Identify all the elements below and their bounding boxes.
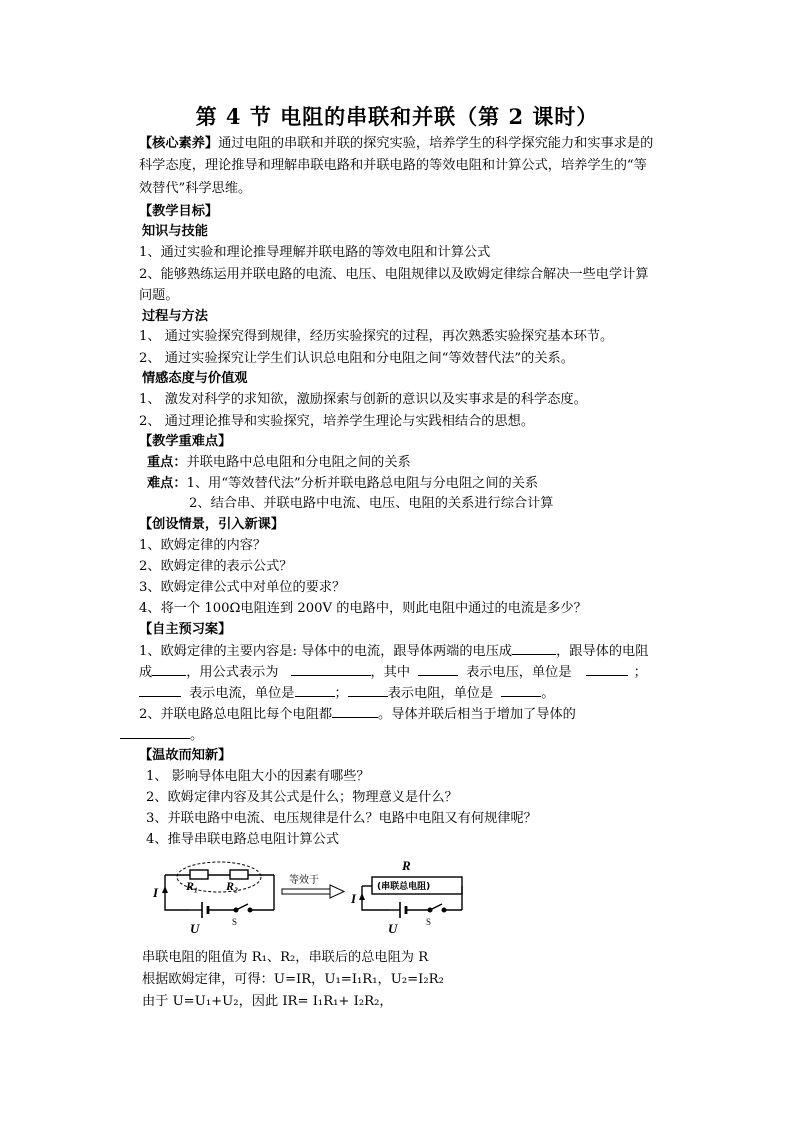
preview-text-3b: ； <box>334 686 348 701</box>
r2-label: R₂ <box>226 879 239 893</box>
core-label: 【核心素养】 <box>139 136 219 151</box>
answer-blank[interactable] <box>418 662 458 676</box>
preview-line-4 <box>139 704 576 725</box>
review-q1: 1、 影响导体电阻大小的因素有哪些？ <box>146 769 370 784</box>
review-q2: 2、欧姆定律内容及其公式是什么；物理意义是什么？ <box>146 790 458 805</box>
equivalent-arrow <box>282 873 344 898</box>
intro-q1: 1、欧姆定律的内容？ <box>139 538 267 553</box>
preview-text-2a: 成 <box>139 665 153 680</box>
process-item-2: 2、 通过实验探究让学生们认识总电阻和分电阻之间“等效替代法”的关系。 <box>139 351 574 366</box>
answer-blank[interactable] <box>348 683 388 697</box>
answer-blank[interactable] <box>512 641 556 655</box>
switch-label-left: S <box>232 917 238 927</box>
preview-text-1: 1、欧姆定律的主要内容是: 导体中的电流，跟导体两端的电压成 <box>139 644 513 659</box>
answer-blank[interactable] <box>295 683 335 697</box>
preview-text-3d: 。 <box>541 686 555 701</box>
switch-label-right: S <box>426 917 432 927</box>
goals-heading: 【教学目标】 <box>139 204 219 219</box>
preview-text-3a: 表示电流，单位是 <box>189 686 295 701</box>
preview-line-3 <box>139 683 554 704</box>
current-label-left: I <box>153 885 159 900</box>
answer-blank[interactable] <box>152 662 186 676</box>
derivation-line-1: 串联电阻的阻值为 R₁、R₂，串联后的总电阻为 R <box>142 950 429 965</box>
intro-q3: 3、欧姆定律公式中对单位的要求？ <box>139 580 346 595</box>
preview-text-5: 。 <box>190 728 204 743</box>
total-resistance-box-label: (串联总电阻) <box>377 882 431 892</box>
preview-text-4b: 。导体并联后相当于增加了导体的 <box>378 707 576 722</box>
attitude-heading: 情感态度与价值观 <box>142 371 248 386</box>
preview-line-2 <box>139 662 647 683</box>
answer-blank[interactable] <box>139 683 181 697</box>
preview-text-2d: 表示电压，单位是 <box>466 665 572 680</box>
difficulty-line-2: 2、结合串、并联电路中电流、电压、电阻的关系进行综合计算 <box>189 496 554 511</box>
difficulty-line-1 <box>147 474 538 494</box>
answer-blank[interactable] <box>586 662 628 676</box>
answer-blank[interactable] <box>291 662 371 676</box>
preview-text-1b: ，跟导体的电阻 <box>556 644 649 659</box>
answer-blank[interactable] <box>332 704 378 718</box>
voltage-label-right: U <box>388 921 398 936</box>
attitude-item-1: 1、 激发对科学的求知欲，激励探索与创新的意识以及实事求是的科学态度。 <box>139 392 587 407</box>
process-item-1: 1、 通过实验探究得到规律，经历实验探究的过程，再次熟悉实验探究基本环节。 <box>139 329 614 344</box>
equivalent-label: 等效于 <box>289 875 319 886</box>
core-text-1: 通过电阻的串联和并联的探究实验，培养学生的科学探究能力和实事求是的 <box>218 136 654 151</box>
answer-blank[interactable] <box>501 683 541 697</box>
preview-line-5 <box>120 725 203 746</box>
review-q3: 3、并联电路中电流、电压规律是什么？电路中电阻又有何规律呢？ <box>146 811 537 826</box>
process-heading: 过程与方法 <box>142 309 208 324</box>
core-line-3: 效替代”科学思维。 <box>139 181 252 196</box>
core-line-2: 科学态度，理论推导和理解串联电路和并联电路的等效电阻和计算公式，培养学生的“等 <box>139 158 647 173</box>
intro-q2: 2、欧姆定律的表示公式？ <box>139 559 293 574</box>
preview-line-1 <box>139 641 648 662</box>
intro-heading: 【创设情景，引入新课】 <box>139 517 285 532</box>
focus-line <box>147 453 411 473</box>
page-title: 第 4 节 电阻的串联和并联（第 2 课时） <box>195 104 599 129</box>
knowledge-item-2a: 2、能够熟练运用并联电路的电流、电压、电阻规律以及欧姆定律综合解决一些电学计算 <box>139 267 649 282</box>
preview-heading: 【自主预习案】 <box>139 622 232 637</box>
intro-q4: 4、将一个 100Ω电阻连到 200V 的电路中，则此电阻中通过的电流是多少？ <box>139 601 587 616</box>
review-q4: 4、推导串联电路总电阻计算公式 <box>146 832 340 847</box>
voltage-label-left: U <box>190 921 200 936</box>
preview-text-2e: ； <box>633 665 647 680</box>
preview-text-2b: ，用公式表示为 <box>186 665 279 680</box>
difficulty-label: 难点： <box>147 476 187 491</box>
series-circuit <box>162 862 274 918</box>
r1-label: R₁ <box>186 879 199 893</box>
knowledge-item-2b: 问题。 <box>139 288 179 303</box>
review-heading: 【温故而知新】 <box>139 748 232 763</box>
focus-text: 并联电路中总电阻和分电阻之间的关系 <box>186 455 411 470</box>
preview-text-3c: 表示电阻，单位是 <box>387 686 494 701</box>
preview-text-2c: ，其中 <box>370 665 411 680</box>
core-line-1 <box>139 134 653 154</box>
focus-label: 重点： <box>147 455 187 470</box>
answer-blank[interactable] <box>120 725 190 739</box>
r-label: R <box>402 858 411 873</box>
circuit-diagram <box>150 853 480 939</box>
attitude-item-2: 2、 通过理论推导和实验探究，培养学生理论与实践相结合的思想。 <box>139 414 535 429</box>
keypoints-heading: 【教学重难点】 <box>139 434 232 449</box>
difficulty-text-1: 1、用“等效替代法”分析并联电路总电阻与分电阻之间的关系 <box>186 476 539 491</box>
derivation-line-3: 由于 U=U₁+U₂，因此 IR= I₁R₁+ I₂R₂， <box>142 994 393 1009</box>
preview-text-4a: 2、并联电路总电阻比每个电阻都 <box>139 707 333 722</box>
knowledge-item-1: 1、通过实验和理论推导理解并联电路的等效电阻和计算公式 <box>139 245 491 260</box>
current-label-right: I <box>351 891 357 906</box>
derivation-line-2: 根据欧姆定律，可得：U=IR，U₁=I₁R₁，U₂=I₂R₂ <box>142 972 444 987</box>
knowledge-heading: 知识与技能 <box>142 224 208 239</box>
